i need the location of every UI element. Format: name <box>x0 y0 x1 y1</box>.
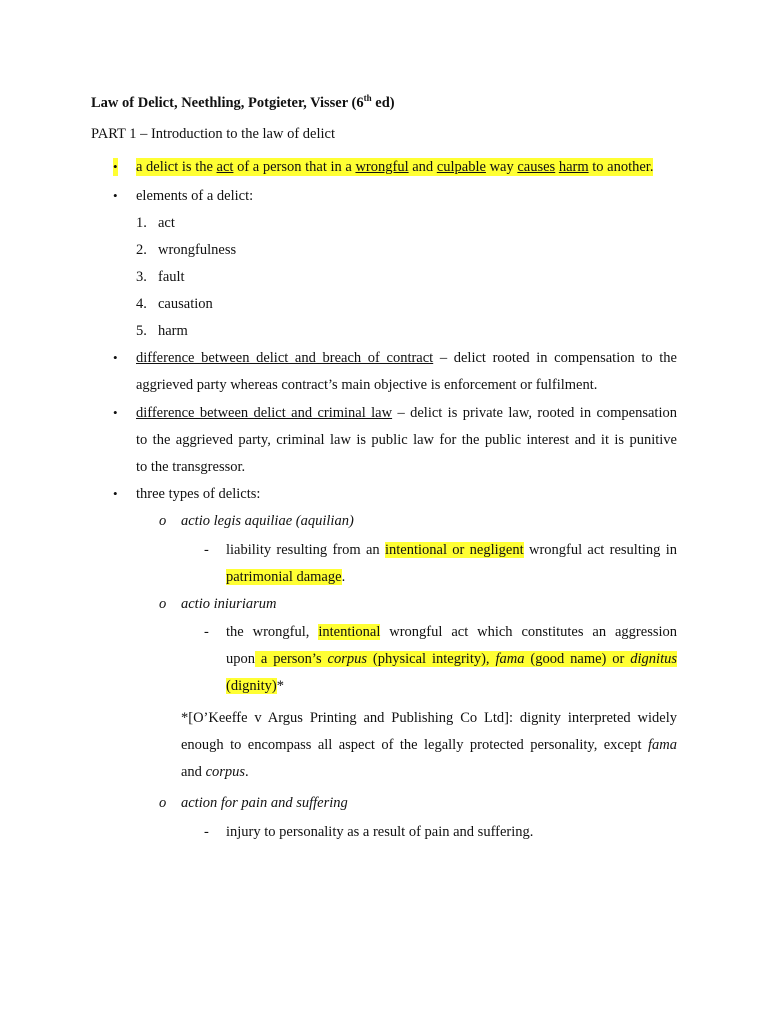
dash-icon: - <box>204 824 209 840</box>
list-item: fault <box>158 269 185 285</box>
term-fama: fama <box>648 737 677 753</box>
bullet-icon: • <box>113 486 118 501</box>
pain-text: injury to personality as a result of pain and suffering. <box>226 824 534 840</box>
aquilian-line-1 <box>226 541 677 559</box>
iniuriarum-line-1 <box>226 623 677 641</box>
highlight-intentional-negligent: intentional or negligent <box>384 542 524 558</box>
footnote-asterisk: * <box>276 678 284 694</box>
term-fama: fama <box>495 651 525 667</box>
list-number: 3. <box>136 269 147 285</box>
case-note-line-1: *[O’Keeffe v Argus Printing and Publishing Co Ltd]: dignity interpreted widely <box>181 710 677 726</box>
aquilian-text: wrongful act resulting in <box>523 542 677 558</box>
iniuriarum-text: wrongful act which constitutes an aggression <box>380 624 678 640</box>
case-note-line-2 <box>181 736 677 754</box>
list-number: 1. <box>136 215 147 231</box>
list-number: 5. <box>136 323 147 339</box>
term-culpable: culpable <box>436 159 486 175</box>
aquilian-text: . <box>341 569 346 585</box>
criminal-line-3: to the transgressor. <box>136 459 246 475</box>
iniuriarum-text: (good name) or <box>524 651 631 667</box>
document-title <box>91 94 395 112</box>
iniuriarum-text: the wrongful, <box>226 624 319 640</box>
aquilian-heading: actio legis aquiliae (aquilian) <box>181 513 354 529</box>
title-end: ed) <box>371 95 395 111</box>
types-label: three types of delicts: <box>136 486 261 502</box>
contract-line-1 <box>136 349 677 367</box>
list-item: causation <box>158 296 213 312</box>
list-item: act <box>158 215 175 231</box>
bullet-icon: • <box>113 405 118 420</box>
contract-term: difference between delict and breach of contract <box>136 350 434 366</box>
circle-bullet-icon: o <box>159 513 167 529</box>
criminal-term: difference between delict and criminal law <box>136 405 393 421</box>
list-number: 4. <box>136 296 147 312</box>
definition-line <box>136 158 653 176</box>
title-superscript: th <box>363 93 372 104</box>
case-note-text: . <box>245 764 249 780</box>
term-causes: causes <box>517 159 556 175</box>
criminal-text: – delict is private law, rooted in compensation <box>392 405 677 421</box>
definition-text: way <box>485 159 518 175</box>
iniuriarum-line-3 <box>226 677 284 695</box>
case-note-text: and <box>181 764 206 780</box>
bullet-icon: • <box>113 188 118 203</box>
list-item: harm <box>158 323 188 339</box>
list-number: 2. <box>136 242 147 258</box>
highlight-dignity: (dignity) <box>226 678 277 694</box>
aquilian-text: liability resulting from an <box>226 542 385 558</box>
term-harm: harm <box>558 159 589 175</box>
term-dignitus: dignitus <box>630 651 678 667</box>
definition-text: a delict is the <box>136 159 217 175</box>
title-text: Law of Delict, Neethling, Potgieter, Visser (6 <box>91 95 364 111</box>
iniuriarum-heading: actio iniuriarum <box>181 596 277 612</box>
iniuriarum-text: upon <box>226 651 255 667</box>
case-note-line-3 <box>181 763 249 781</box>
term-act: act <box>216 159 234 175</box>
dash-icon: - <box>204 542 209 558</box>
iniuriarum-line-2 <box>226 650 677 668</box>
criminal-line-1 <box>136 404 677 422</box>
term-wrongful: wrongful <box>355 159 409 175</box>
case-note-text: enough to encompass all aspect of the legally protected personality, except <box>181 737 648 753</box>
term-corpus: corpus <box>205 764 246 780</box>
list-item: wrongfulness <box>158 242 237 258</box>
criminal-line-2: to the aggrieved party, criminal law is public law for the public interest and it is punitive <box>136 432 677 448</box>
definition-text: to another. <box>588 159 654 175</box>
iniuriarum-text: a person’s <box>255 651 328 667</box>
highlight-patrimonial-damage: patrimonial damage <box>226 569 342 585</box>
bullet-icon: • <box>113 350 118 365</box>
iniuriarum-text: (physical integrity), <box>367 651 496 667</box>
definition-text: and <box>408 159 437 175</box>
definition-text: of a person that in a <box>233 159 356 175</box>
aquilian-line-2 <box>226 568 345 586</box>
term-corpus: corpus <box>327 651 367 667</box>
contract-text: – delict rooted in compensation to the <box>433 350 677 366</box>
contract-line-2: aggrieved party whereas contract’s main objective is enforcement or fulfilment. <box>136 377 598 393</box>
highlight-intentional: intentional <box>318 624 381 640</box>
dash-icon: - <box>204 624 209 640</box>
part-heading: PART 1 – Introduction to the law of delict <box>91 126 335 142</box>
bullet-icon: • <box>113 159 118 174</box>
elements-label: elements of a delict: <box>136 188 254 204</box>
circle-bullet-icon: o <box>159 596 167 612</box>
pain-heading: action for pain and suffering <box>181 795 348 811</box>
circle-bullet-icon: o <box>159 795 167 811</box>
